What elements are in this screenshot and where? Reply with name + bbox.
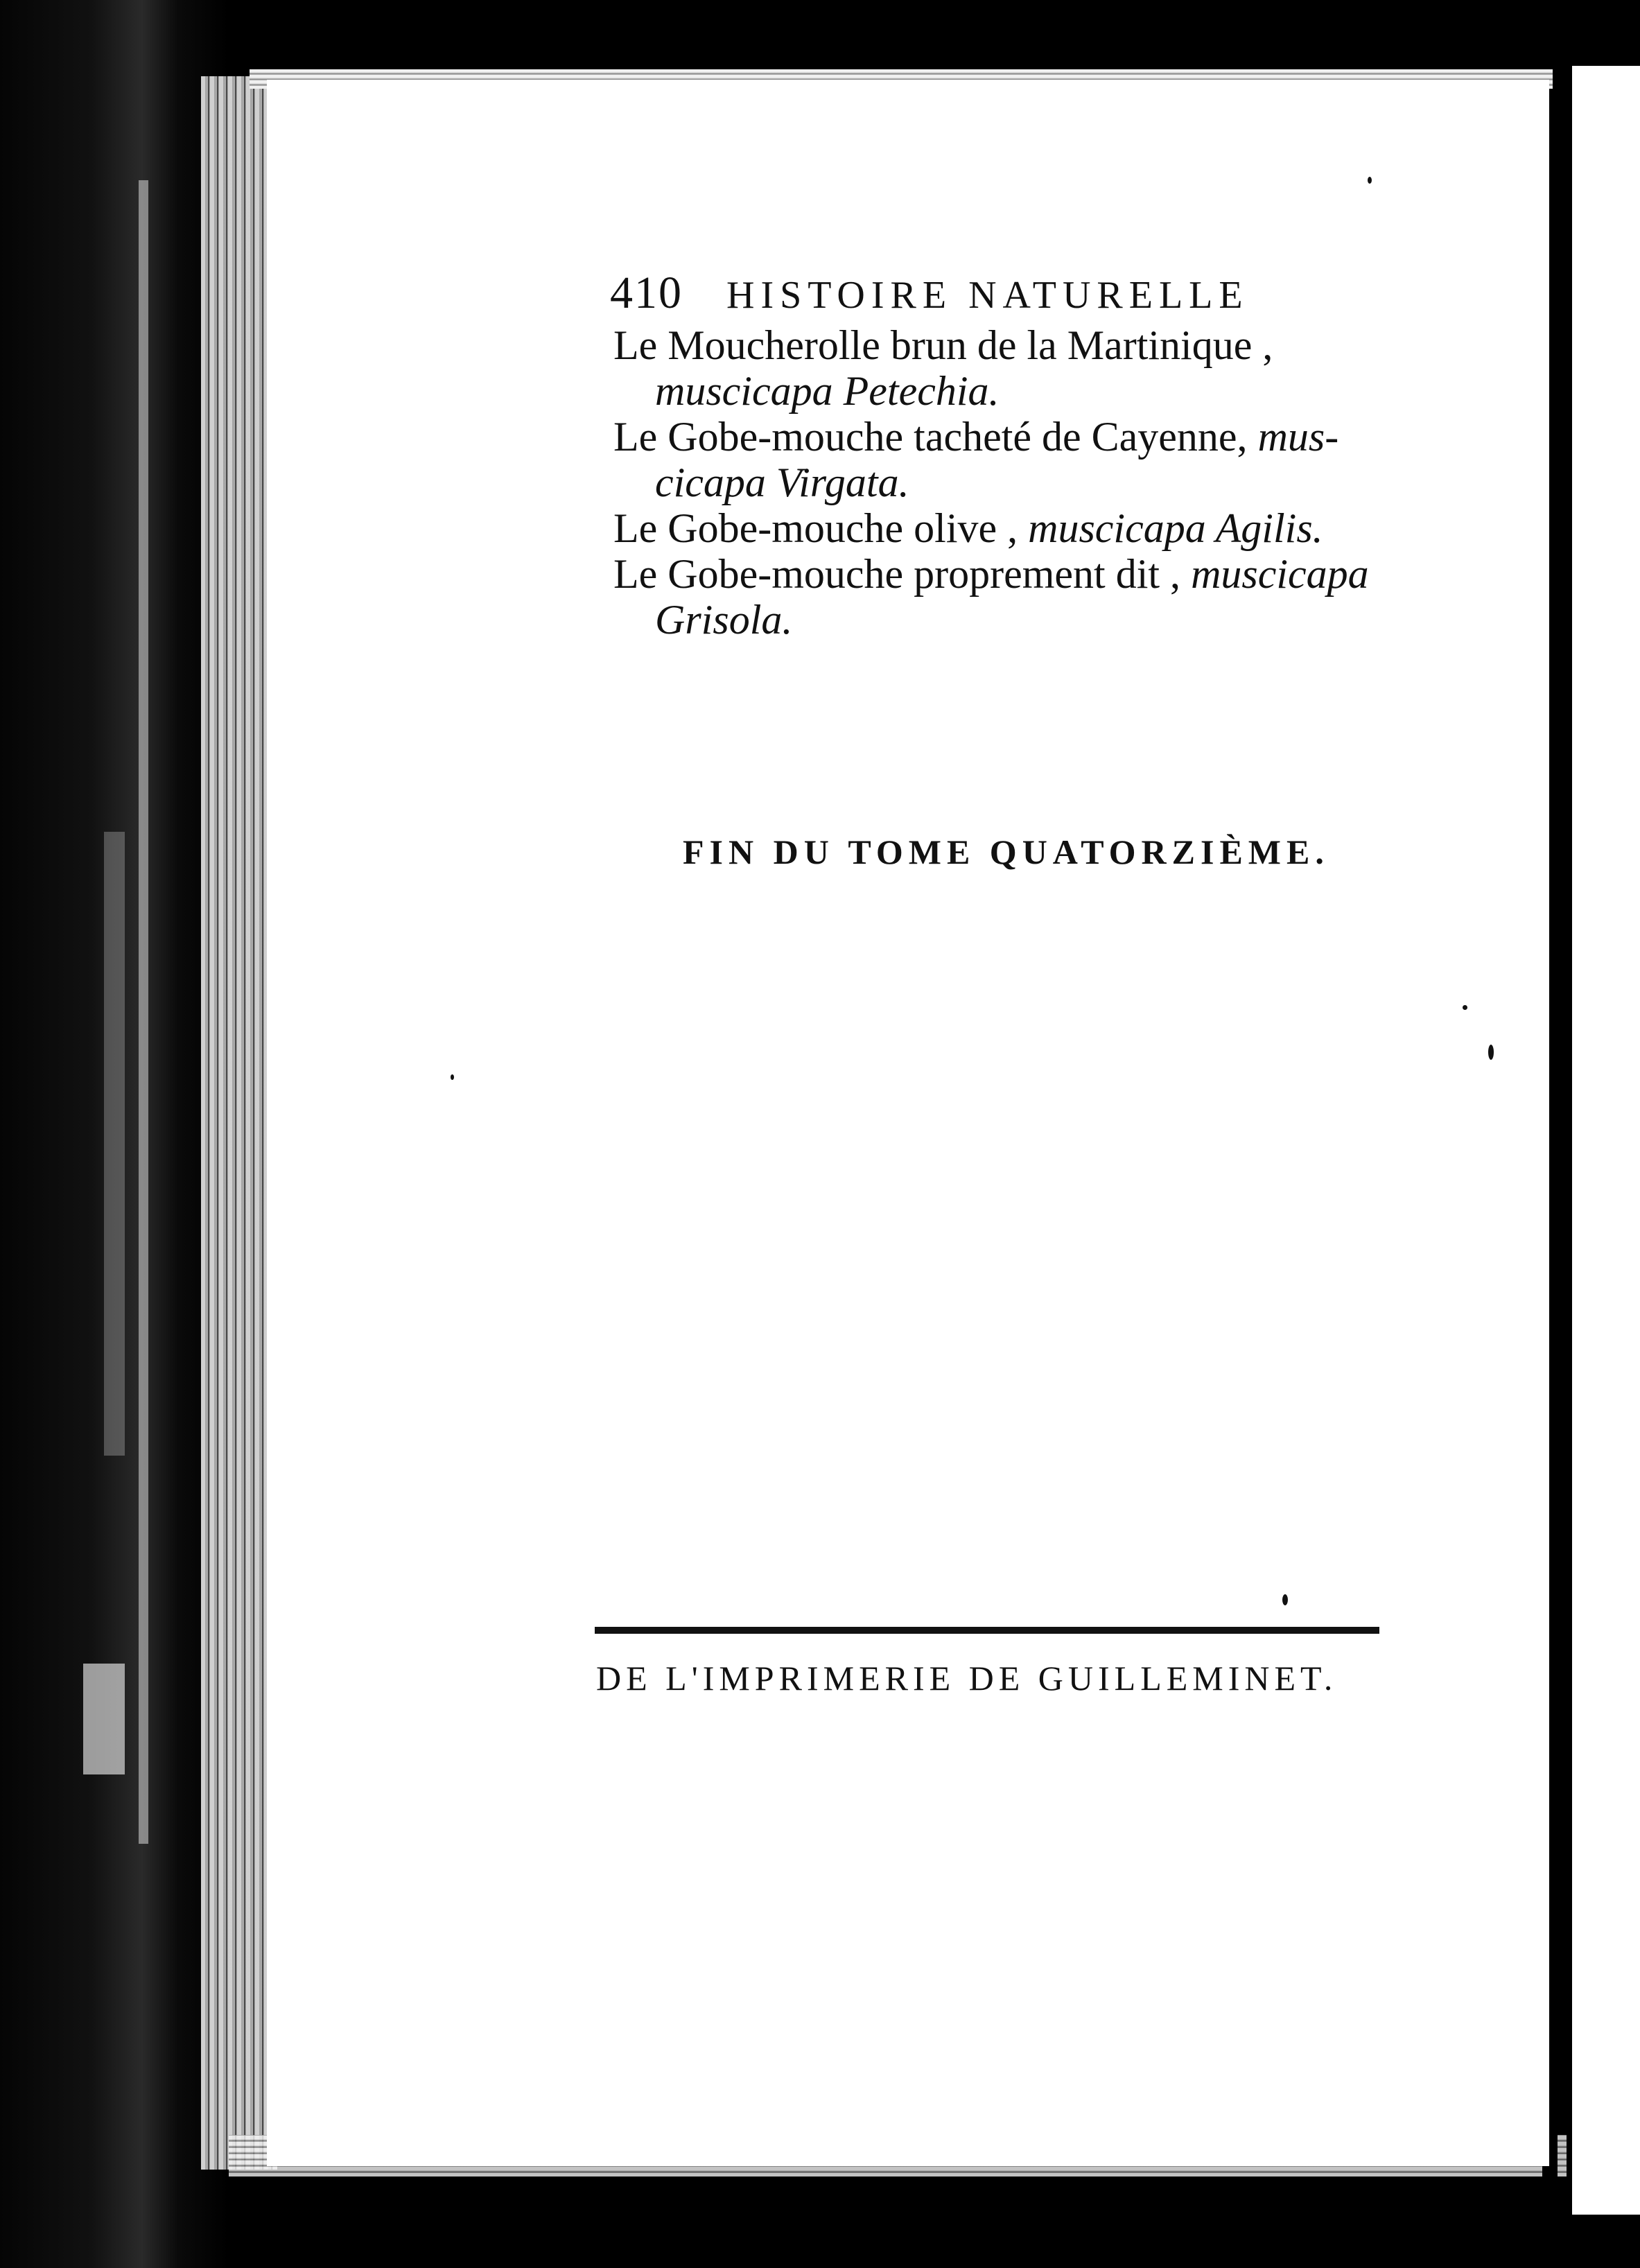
- species-list: [613, 322, 1404, 643]
- entry-latin: muscicapa Agilis.: [1028, 505, 1323, 551]
- list-item: [613, 505, 1404, 551]
- spine-highlight: [104, 832, 125, 1456]
- ink-speck: [1282, 1594, 1288, 1605]
- entry-latin: mus-: [1257, 414, 1339, 460]
- ink-speck: [1488, 1045, 1494, 1060]
- entry-text: Le Gobe-mouche tacheté de Cayenne,: [613, 414, 1248, 460]
- entry-continuation: muscicapa Petechia.: [655, 368, 1000, 414]
- divider-rule: [595, 1627, 1379, 1634]
- ink-speck: [451, 1074, 454, 1080]
- page-edge: [201, 76, 277, 2170]
- entry-latin: muscicapa: [1191, 551, 1369, 597]
- entry-continuation: Grisola.: [655, 597, 793, 643]
- entry-text: Le Moucherolle brun de la Martinique ,: [613, 322, 1273, 368]
- spine-highlight: [83, 1664, 125, 1774]
- list-item: [613, 322, 1404, 414]
- running-header: [610, 267, 1303, 320]
- list-item: [613, 414, 1404, 505]
- ink-speck: [1463, 1005, 1467, 1010]
- facing-page: [1572, 66, 1640, 2215]
- entry-continuation: cicapa Virgata.: [655, 460, 909, 505]
- page-number: 410: [610, 268, 683, 318]
- running-title: HISTOIRE NATURELLE: [726, 274, 1249, 317]
- entry-text: Le Gobe-mouche proprement dit ,: [613, 551, 1181, 597]
- entry-text: Le Gobe-mouche olive ,: [613, 505, 1018, 551]
- ink-speck: [1368, 177, 1372, 184]
- end-of-volume-note: FIN DU TOME QUATORZIÈME.: [683, 832, 1329, 871]
- list-item: [613, 551, 1404, 643]
- printer-imprint: DE L'IMPRIMERIE DE GUILLEMINET.: [596, 1659, 1338, 1698]
- spine-highlight: [139, 180, 148, 1844]
